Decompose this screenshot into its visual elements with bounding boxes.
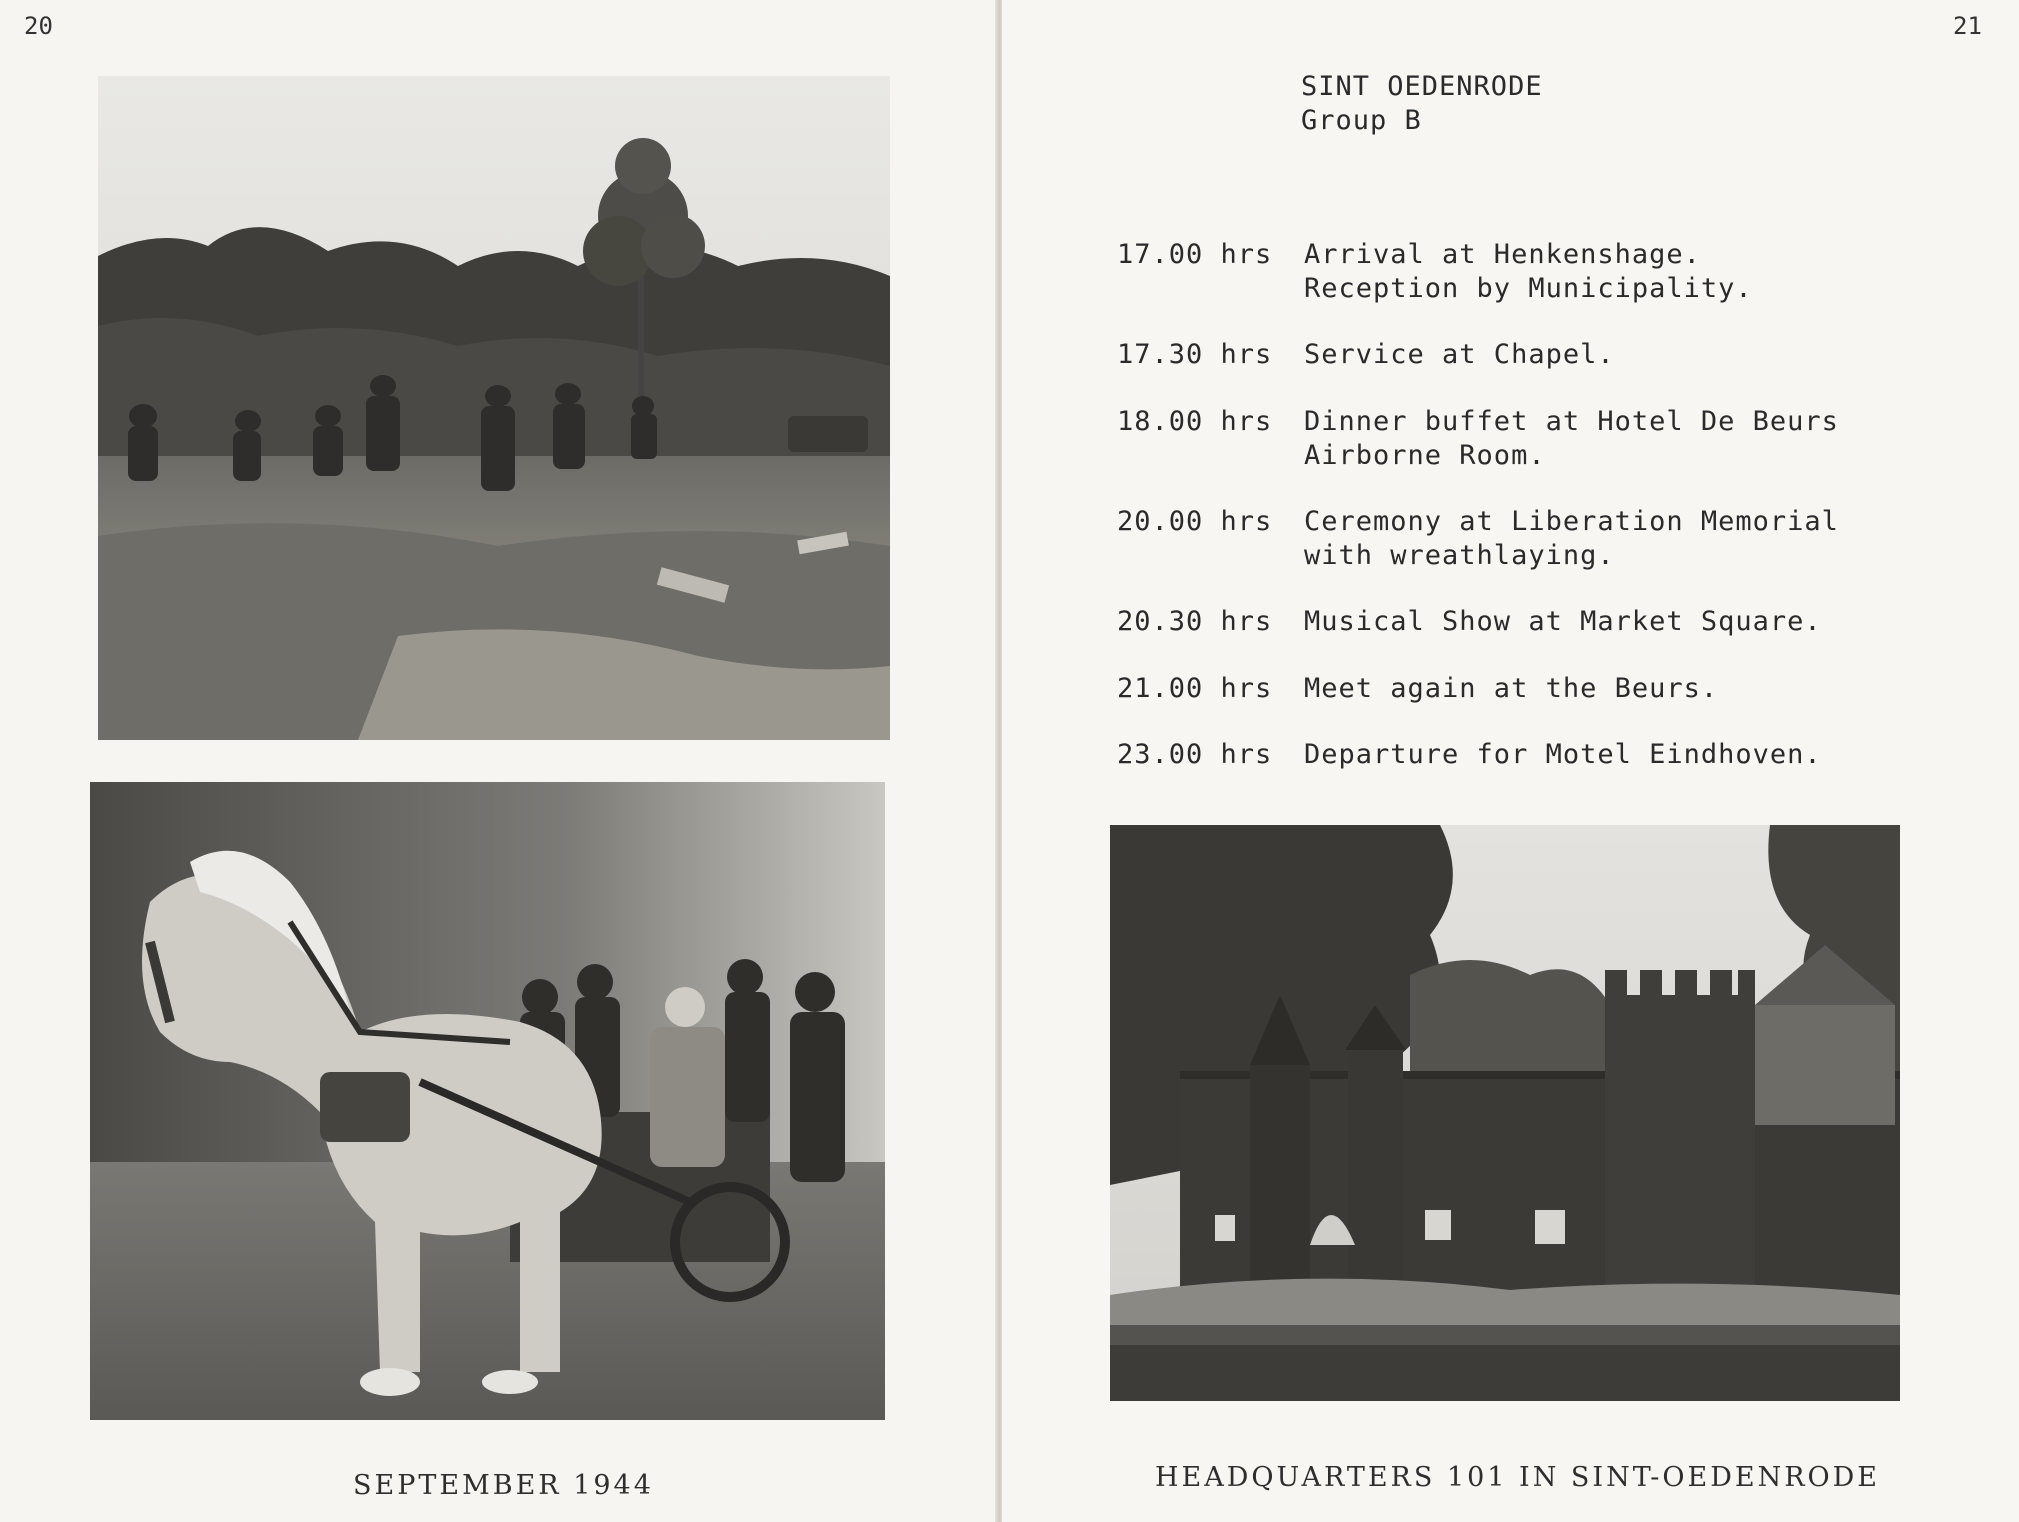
schedule-time: 18.00 hrs [1117,406,1273,437]
schedule-time: 23.00 hrs [1117,739,1273,770]
right-page [1002,0,2019,1522]
photo-soldiers-heath [98,76,890,740]
schedule-time: 20.00 hrs [1117,506,1273,537]
schedule-time: 21.00 hrs [1117,673,1273,704]
schedule-time: 20.30 hrs [1117,606,1273,637]
photo-horse-cart [90,782,885,1420]
left-page [0,0,998,1522]
schedule-activity: Dinner buffet at Hotel De Beurs Airborne Room. [1304,406,1839,471]
schedule-activity: Musical Show at Market Square. [1304,606,1822,637]
schedule-time: 17.30 hrs [1117,339,1273,370]
schedule-time: 17.00 hrs [1117,239,1273,270]
page-number-right: 21 [1953,12,1982,40]
schedule-subtitle: Group B [1301,105,1422,136]
schedule-activity: Service at Chapel. [1304,339,1615,370]
photo-castle-headquarters [1110,825,1900,1401]
schedule-activity: Departure for Motel Eindhoven. [1304,739,1822,770]
schedule-activity: Meet again at the Beurs. [1304,673,1719,704]
schedule-activity: Ceremony at Liberation Memorial with wreathlaying. [1304,506,1839,571]
schedule-activity: Arrival at Henkenshage. Reception by Municipality. [1304,239,1753,304]
caption-right: HEADQUARTERS 101 IN SINT-OEDENRODE [1155,1462,1881,1493]
schedule-heading [1301,70,1543,138]
page-number-left: 20 [24,12,53,40]
caption-left: SEPTEMBER 1944 [353,1470,654,1501]
schedule-title: SINT OEDENRODE [1301,71,1543,102]
